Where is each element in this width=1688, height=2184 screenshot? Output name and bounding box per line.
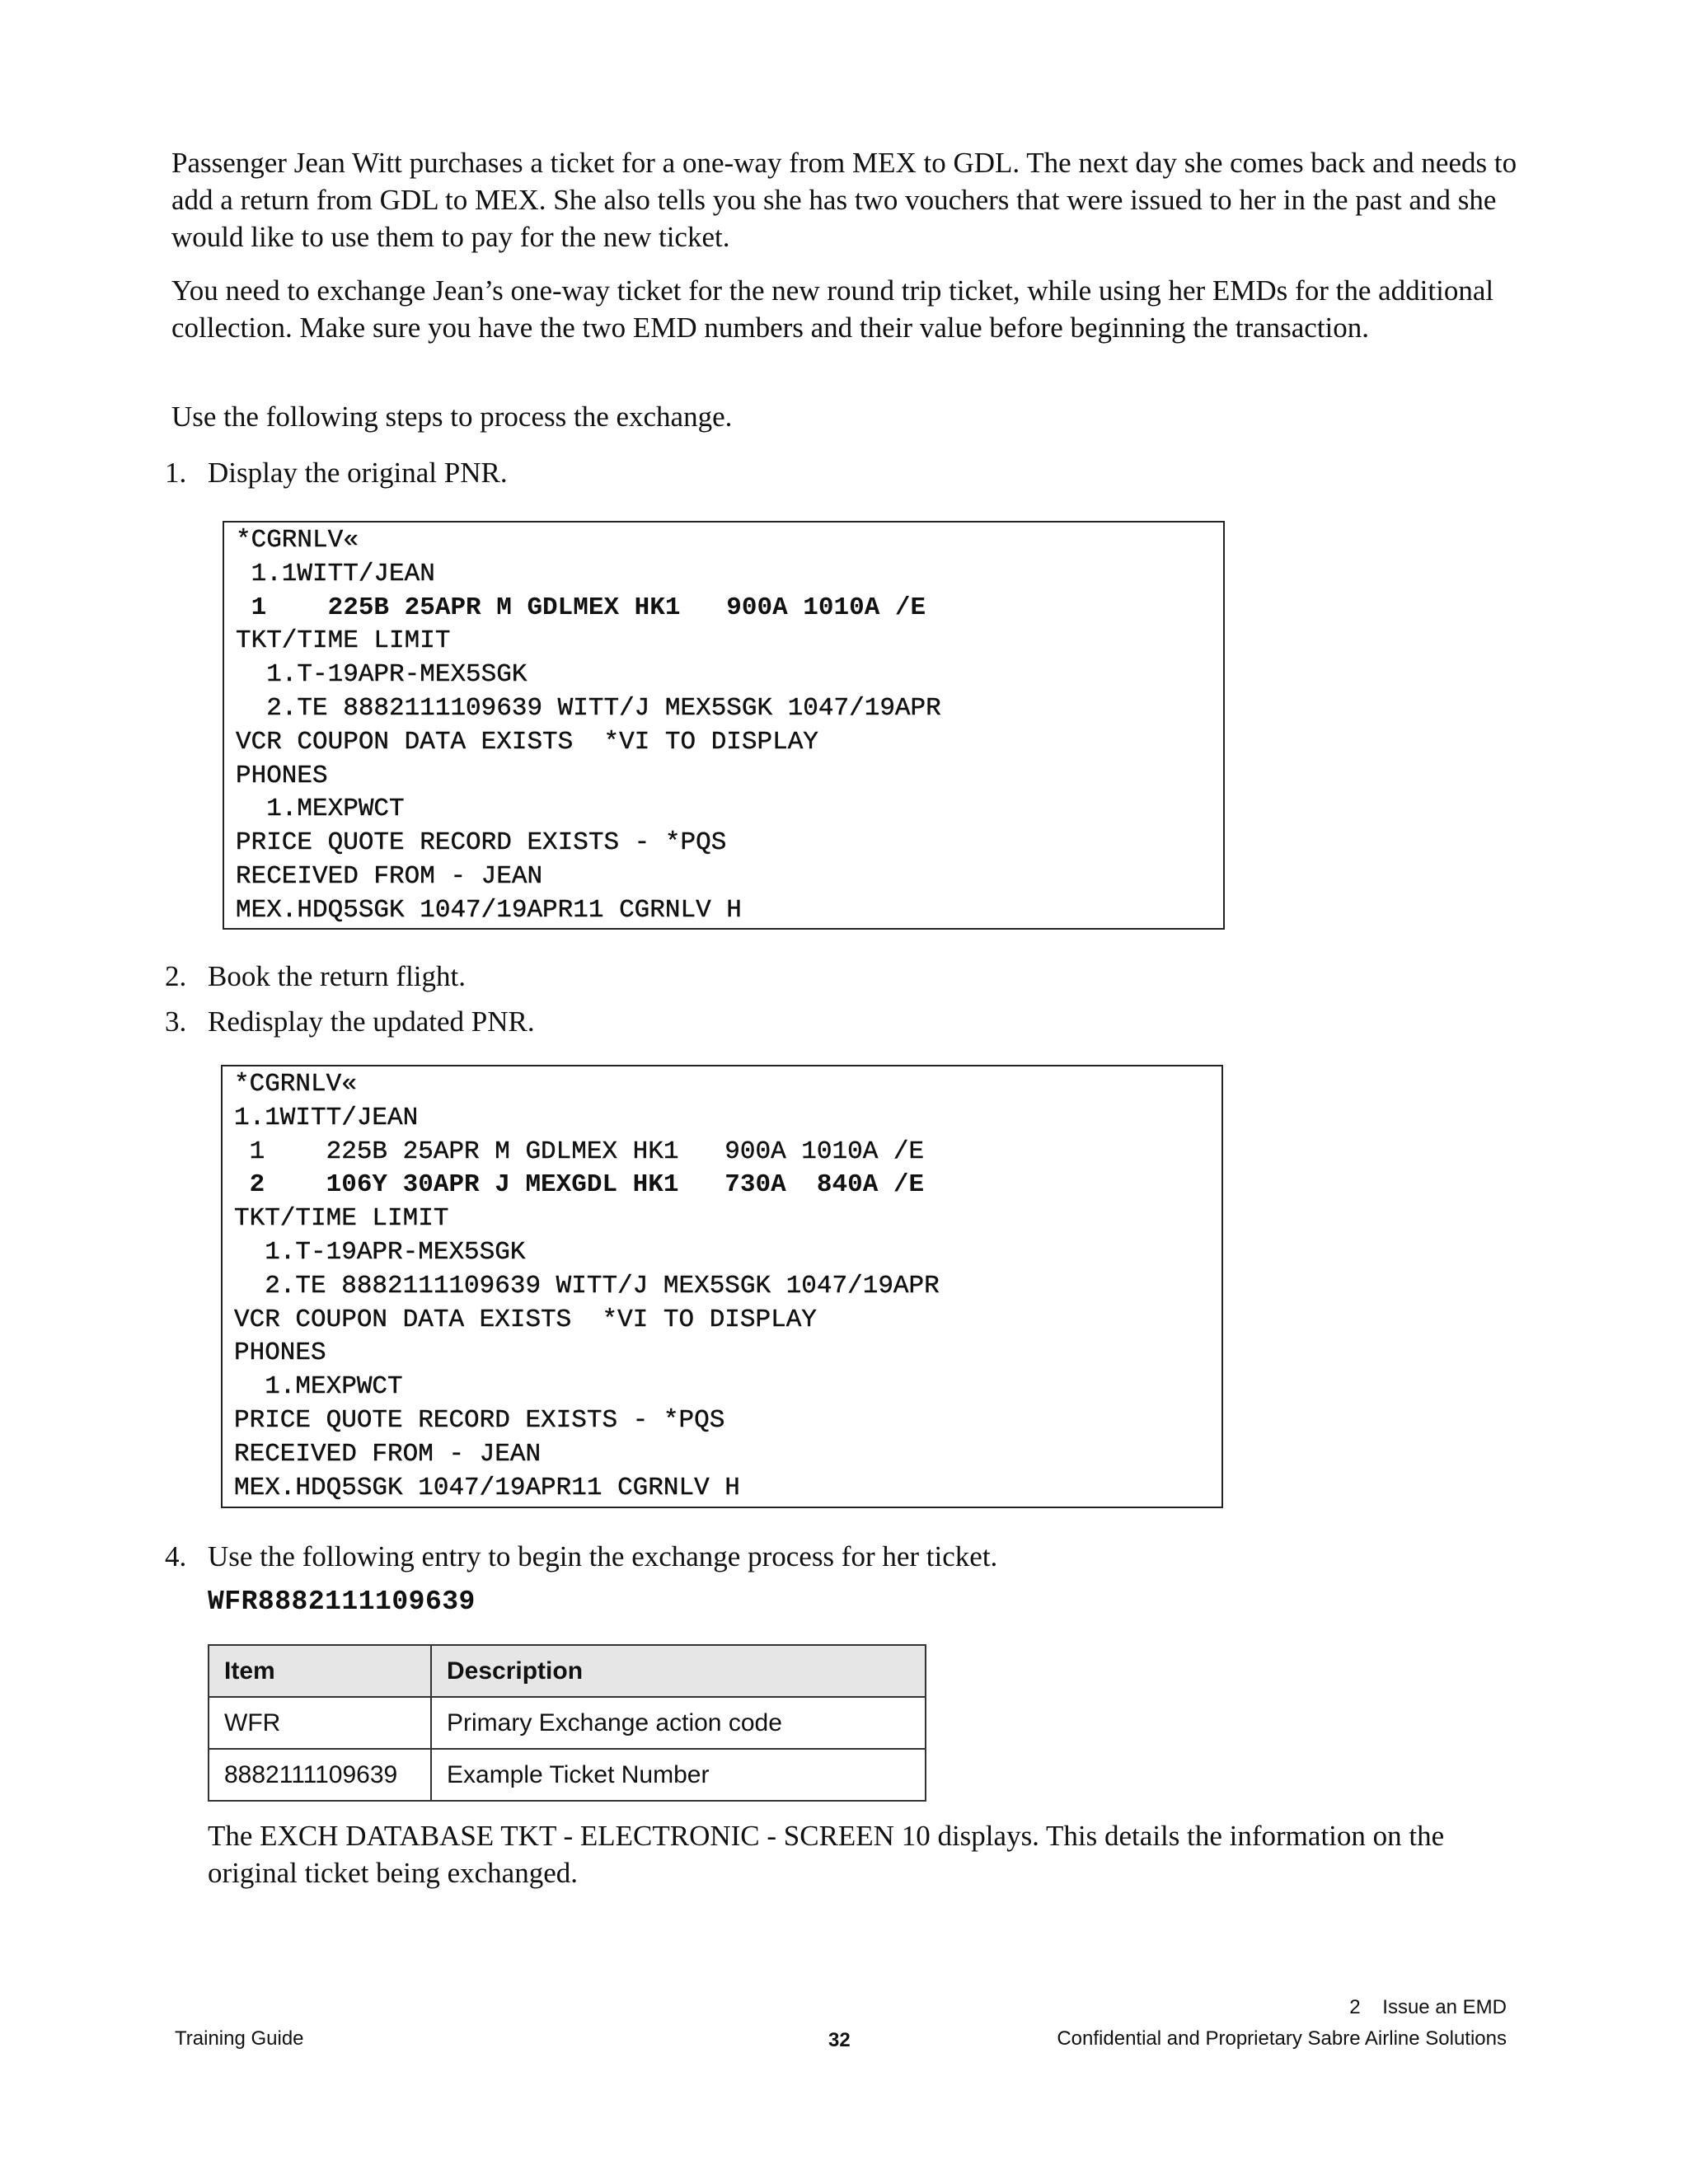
- intro-paragraph-3: Use the following steps to process the exchange.: [171, 401, 733, 433]
- step-1: [165, 454, 508, 491]
- screen-line: RECEIVED FROM - JEAN: [234, 1439, 542, 1469]
- screen-line: RECEIVED FROM - JEAN: [236, 861, 543, 891]
- exchange-entry-command: WFR8882111109639: [208, 1586, 476, 1617]
- screen-line: PHONES: [236, 761, 328, 790]
- table-row: [209, 1697, 926, 1749]
- footer-section-label: 2 Issue an EMD: [1349, 1996, 1507, 2018]
- screen-line: 2.TE 8882111109639 WITT/J MEX5SGK 1047/19APR: [236, 693, 941, 723]
- screen-line: 1.T-19APR-MEX5SGK: [236, 660, 528, 690]
- screen-line: 1 225B 25APR M GDLMEX HK1 900A 1010A /E: [234, 1137, 925, 1166]
- screen-line: 1.1WITT/JEAN: [234, 1103, 419, 1132]
- step-3: [165, 1003, 535, 1040]
- screen-line: TKT/TIME LIMIT: [234, 1204, 449, 1234]
- screen-line: 2 106Y 30APR J MEXGDL HK1 730A 840A /E: [234, 1170, 925, 1200]
- table-header-row: [209, 1645, 926, 1697]
- intro-paragraph-1: Passenger Jean Witt purchases a ticket for a one-way from MEX to GDL. The next day she comes back and needs to add a return from GDL to MEX. She also tells you she has two vouchers that were issued to her in the past and she would like to use them to pay for the new ticket.: [171, 147, 1517, 253]
- screen-line: TKT/TIME LIMIT: [236, 626, 451, 656]
- after-table-paragraph: The EXCH DATABASE TKT - ELECTRONIC - SCREEN 10 displays. This details the information on the original ticket being exchanged.: [208, 1820, 1445, 1889]
- screen-line: 1 225B 25APR M GDLMEX HK1 900A 1010A /E: [236, 593, 926, 622]
- footer-right-notice: Confidential and Proprietary Sabre Airline Solutions: [1057, 2027, 1507, 2050]
- table-header-description: Description: [431, 1645, 926, 1697]
- screen-line: PRICE QUOTE RECORD EXISTS - *PQS: [236, 828, 727, 858]
- step-2: [165, 958, 466, 995]
- pnr-screen-updated: [221, 1065, 1223, 1508]
- screen-line: 1.MEXPWCT: [236, 794, 405, 824]
- screen-line: MEX.HDQ5SGK 1047/19APR11 CGRNLV H: [234, 1473, 740, 1502]
- step-4: [165, 1538, 997, 1575]
- intro-paragraph-2: You need to exchange Jean’s one-way ticket for the new round trip ticket, while using her EMDs for the additional collection. Make sure you have the two EMD numbers and their value before beginning the transaction.: [171, 274, 1494, 344]
- step-number: 3.: [165, 1005, 187, 1038]
- step-number: 1.: [165, 457, 187, 489]
- step-text: Book the return flight.: [208, 960, 467, 992]
- page-number: 32: [828, 2029, 851, 2051]
- screen-line: *CGRNLV«: [234, 1070, 357, 1099]
- item-description-table: [208, 1644, 926, 1802]
- screen-line: 2.TE 8882111109639 WITT/J MEX5SGK 1047/19APR: [234, 1271, 940, 1301]
- screen-line: 1.MEXPWCT: [234, 1372, 403, 1402]
- screen-line: VCR COUPON DATA EXISTS *VI TO DISPLAY: [234, 1305, 817, 1334]
- screen-line: *CGRNLV«: [236, 526, 359, 555]
- step-number: 4.: [165, 1540, 187, 1572]
- screen-line: PRICE QUOTE RECORD EXISTS - *PQS: [234, 1405, 725, 1435]
- table-cell: WFR: [209, 1697, 431, 1749]
- screen-line: 1.1WITT/JEAN: [236, 559, 435, 588]
- step-text: Use the following entry to begin the exchange process for her ticket.: [208, 1540, 998, 1572]
- step-text: Redisplay the updated PNR.: [208, 1005, 535, 1038]
- screen-line: VCR COUPON DATA EXISTS *VI TO DISPLAY: [236, 727, 818, 757]
- table-row: [209, 1749, 926, 1801]
- screen-line: MEX.HDQ5SGK 1047/19APR11 CGRNLV H: [236, 895, 742, 925]
- pnr-screen-original: [223, 521, 1225, 930]
- screen-line: 1.T-19APR-MEX5SGK: [234, 1237, 526, 1267]
- table-cell: 8882111109639: [209, 1749, 431, 1801]
- step-number: 2.: [165, 960, 187, 992]
- table-cell: Primary Exchange action code: [431, 1697, 926, 1749]
- step-text: Display the original PNR.: [208, 457, 508, 489]
- table-header-item: Item: [209, 1645, 431, 1697]
- footer-left-title: Training Guide: [175, 2027, 304, 2050]
- table-cell: Example Ticket Number: [431, 1749, 926, 1801]
- screen-line: PHONES: [234, 1338, 326, 1368]
